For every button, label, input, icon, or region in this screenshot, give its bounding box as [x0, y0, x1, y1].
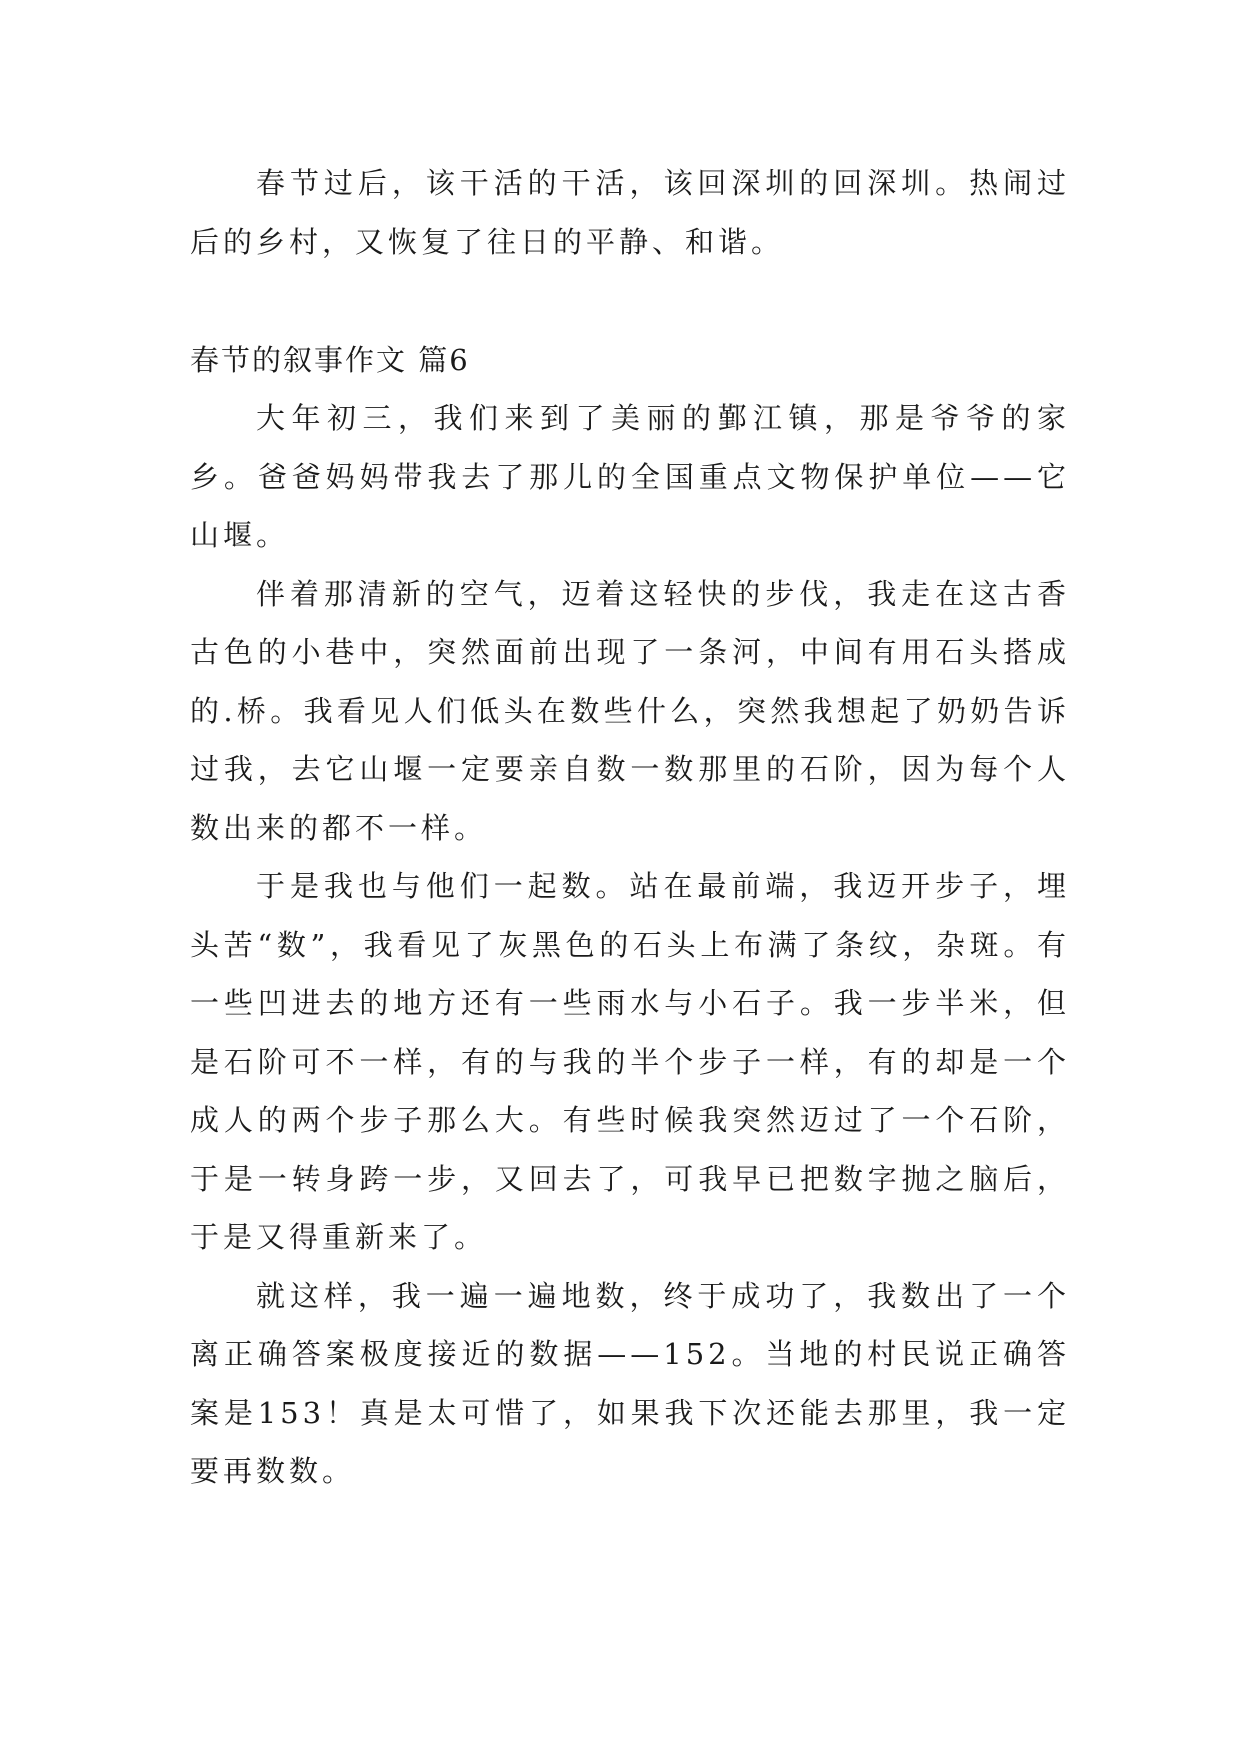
paragraph-3: 于是我也与他们一起数。站在最前端，我迈开步子，埋头苦“数”，我看见了灰黑色的石头上布满了条纹，杂斑。有一些凹进去的地方还有一些雨水与小石子。我一步半米，但是石阶可不一样，有的与我的半个步子一样，有的却是一个成人的两个步子那么大。有些时候我突然迈过了一个石阶，于是一转身跨一步，又回去了，可我早已把数字抛之脑后，于是又得重新来了。 [190, 869, 1070, 1254]
paragraph-2: 伴着那清新的空气，迈着这轻快的步伐，我走在这古香古色的小巷中，突然面前出现了一条河，中间有用石头搭成的.桥。我看见人们低头在数些什么，突然我想起了奶奶告诉过我，去它山堰一定要亲自数一数那里的石阶，因为每个人数出来的都不一样。 [190, 576, 1070, 845]
paragraph-1: 大年初三，我们来到了美丽的鄞江镇，那是爷爷的家乡。爸爸妈妈带我去了那儿的全国重点文物保护单位——它山堰。 [190, 401, 1070, 552]
section-title: 春节的叙事作文 篇6 [190, 343, 470, 377]
paragraph-4: 就这样，我一遍一遍地数，终于成功了，我数出了一个离正确答案极度接近的数据——152。当地的村民说正确答案是153！真是太可惜了，如果我下次还能去那里，我一定要再数数。 [190, 1278, 1070, 1488]
document-page [190, 154, 1070, 1501]
paragraph-intro: 春节过后，该干活的干活，该回深圳的回深圳。热闹过后的乡村，又恢复了往日的平静、和谐。 [190, 166, 1070, 259]
